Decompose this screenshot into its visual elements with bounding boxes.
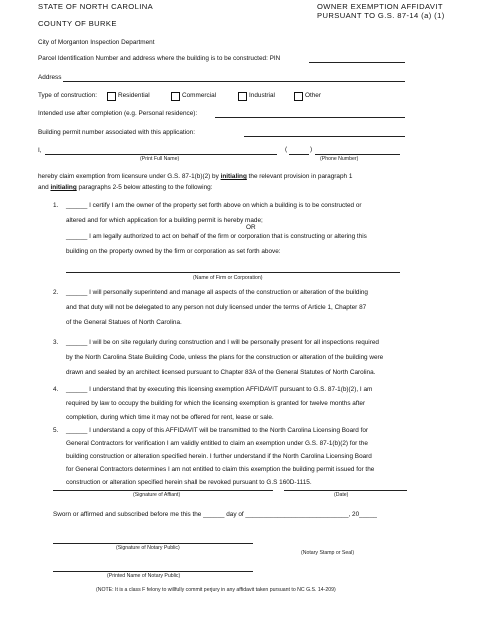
permit-number-field[interactable] [244, 136, 405, 137]
p4-number: 4. [53, 386, 59, 393]
commercial-checkbox[interactable] [171, 92, 180, 101]
intro-2-initialing: initialing [50, 184, 77, 191]
p3-line-2: by the North Carolina State Building Code, unless the plans for the construction or alteration of the building were [66, 354, 384, 361]
phone-field[interactable] [315, 154, 400, 155]
p5-line-3: building construction or alteration specified herein. I further understand if the North Carolina Licensing Board [66, 453, 372, 460]
print-name-caption: (Print Full Name) [140, 156, 180, 162]
other-checkbox[interactable] [294, 92, 303, 101]
industrial-checkbox[interactable] [238, 92, 247, 101]
p2-number: 2. [53, 289, 59, 296]
intro-1-initialing: initialing [220, 173, 247, 180]
residential-checkbox[interactable] [107, 92, 116, 101]
p1-or: OR [246, 224, 256, 231]
p4-line-2: required by law to occupy the building for which the licensing exemption is granted for twelve months after [66, 400, 366, 407]
firm-name-caption: (Name of Firm or Corporation) [193, 275, 263, 281]
notary-printed-name-field[interactable] [53, 571, 253, 572]
perjury-note: (NOTE: It is a class F felony to willfully commit perjury in any affidavit taken pursuant to NC G.S. 14-209) [96, 587, 336, 593]
industrial-label: Industrial [249, 92, 275, 99]
p3-line-3: drawn and sealed by an architect licensed pursuant to Chapter 83A of the General Statutes of North Carolina. [66, 369, 376, 376]
p1-line-a2: altered and for which application for a building permit is hereby made; [66, 217, 263, 224]
i-label: I, [38, 147, 42, 154]
notary-signature-caption: (Signature of Notary Public) [116, 545, 180, 551]
intro-line-2 [38, 184, 212, 192]
affiant-signature-field[interactable] [53, 490, 273, 491]
other-label: Other [305, 92, 321, 99]
permit-number-label: Building permit number associated with this application: [38, 129, 196, 136]
phone-caption: (Phone Number) [320, 156, 359, 162]
p3-number: 3. [53, 339, 59, 346]
p2-line-3: of the General Statues of North Carolina. [66, 319, 182, 326]
commercial-label: Commercial [182, 92, 217, 99]
phone-paren-open: ( [285, 146, 288, 153]
p3-line-1: ______ I will be on site regularly during construction and I will be personally present for all inspections required [66, 339, 379, 346]
pin-field[interactable] [309, 62, 405, 63]
address-field[interactable] [63, 81, 405, 82]
p1-number: 1. [53, 202, 59, 209]
p4-line-3: completion, during which time it may not be offered for rent, lease or sale. [66, 414, 274, 421]
p2-line-2: and that duty will not be delegated to any person not duly licensed under the terms of Article 1, Chapter 87 [66, 304, 367, 311]
area-code-field[interactable] [289, 154, 309, 155]
p2-line-1: ______ I will personally superintend and manage all aspects of the construction or alteration of the building [66, 289, 368, 296]
intro-line-1 [38, 173, 352, 181]
sworn-statement: Sworn or affirmed and subscribed before me this the ______ day of _____________________________, 20_____ [53, 511, 377, 518]
intro-1-post: the relevant provision in paragraph 1 [248, 173, 353, 180]
address-label: Address [38, 74, 62, 81]
residential-label: Residential [118, 92, 150, 99]
notary-printed-name-caption: (Printed Name of Notary Public) [107, 573, 181, 579]
p4-line-1: ______ I understand that by executing this licensing exemption AFFIDAVIT pursuant to G.S. 87-1(b)(2), I am [66, 386, 373, 393]
p1-line-b1: ______ I am legally authorized to act on behalf of the firm or corporation that is constructing or altering this [66, 233, 367, 240]
intro-2-pre: and [38, 184, 49, 191]
date-caption: (Date) [334, 492, 349, 498]
p5-number: 5. [53, 427, 59, 434]
affiant-signature-caption: (Signature of Affiant) [133, 492, 181, 498]
intro-2-post: paragraphs 2-5 below attesting to the following: [78, 184, 213, 191]
intro-1-pre: hereby claim exemption from licensure under G.S. 87-1(b)(2) by [38, 173, 219, 180]
phone-paren-close: ) [310, 146, 313, 153]
state-heading: STATE OF NORTH CAROLINA [38, 2, 154, 11]
county-heading: COUNTY OF BURKE [38, 19, 117, 28]
p1-line-a1: ______ I certify I am the owner of the property set forth above on which a building is to be constructed or [66, 202, 362, 209]
p5-line-4: for General Contractors determines I am not entitled to claim this exemption the building permit issued for the [66, 466, 375, 473]
department-name: City of Morganton Inspection Department [38, 39, 155, 46]
notary-stamp-caption: (Notary Stamp or Seal) [301, 550, 355, 556]
intended-use-label: Intended use after completion (e.g. Personal residence): [38, 110, 198, 117]
p5-line-5: construction or alteration specified herein shall be revoked pursuant to G.S 160D-1115. [66, 479, 312, 486]
p5-line-2: General Contractors for verification I am validly entitled to claim an exemption under G.S. 87-1(b)(2) for the [66, 440, 368, 447]
form-title-line1: OWNER EXEMPTION AFFIDAVIT [317, 2, 443, 11]
p1-line-b2: building on the property owned by the firm or corporation as set forth above: [66, 248, 281, 255]
parcel-label: Parcel Identification Number and address where the building is to be constructed: PIN [38, 55, 281, 62]
notary-signature-field[interactable] [53, 543, 253, 544]
p5-line-1: ______ I understand a copy of this AFFIDAVIT will be transmitted to the North Carolina Licensing Board for [66, 427, 369, 434]
date-field[interactable] [284, 490, 407, 491]
intended-use-field[interactable] [215, 117, 405, 118]
construction-type-label: Type of construction: [38, 92, 97, 99]
form-title-line2: PURSUANT TO G.S. 87-14 (a) (1) [317, 11, 445, 20]
print-name-field[interactable] [45, 154, 277, 155]
firm-name-field[interactable] [66, 272, 400, 273]
